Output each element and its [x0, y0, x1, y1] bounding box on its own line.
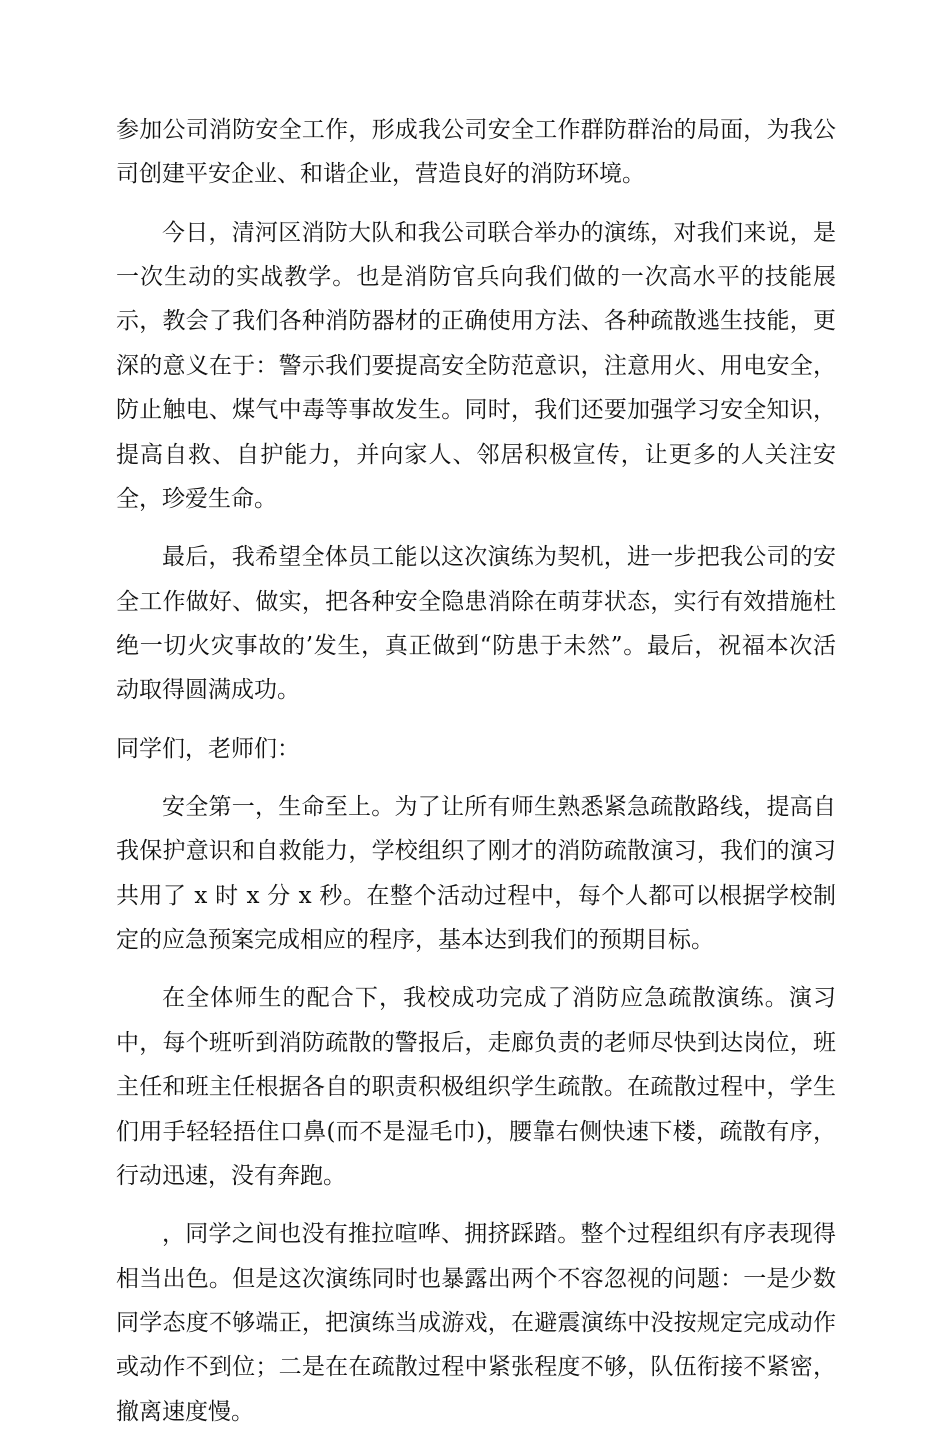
- paragraph-1: 参加公司消防安全工作，形成我公司安全工作群防群治的局面，为我公司创建平安企业、和谐企业，营造良好的消防环境。: [116, 117, 836, 188]
- paragraph-5: 在全体师生的配合下，我校成功完成了消防应急疏散演练。演习中，每个班听到消防疏散的警报后，走廊负责的老师尽快到达岗位，班主任和班主任根据各自的职责积极组织学生疏散。在疏散过程中，学生们用手轻轻捂住口鼻(而不是湿毛巾)，腰靠右侧快速下楼，疏散有序，行动迅速，没有奔跑。: [116, 985, 836, 1189]
- salutation: 同学们，老师们：: [116, 735, 300, 762]
- paragraph-3: 最后，我希望全体员工能以这次演练为契机，进一步把我公司的安全工作做好、做实，把各种安全隐患消除在萌芽状态，实行有效措施杜绝一切火灾事故的’发生，真正做到“防患于未然”。最后，祝福本次活动取得圆满成功。: [116, 544, 836, 704]
- paragraph-4: 安全第一，生命至上。为了让所有师生熟悉紧急疏散路线，提高自我保护意识和自救能力，学校组织了刚才的消防疏散演习，我们的演习共用了 x 时 x 分 x 秒。在整个活动过程中，每个人都可以根据学校制定的应急预案完成相应的程序，基本达到我们的预期目标。: [116, 793, 836, 954]
- document-body: [116, 108, 836, 1448]
- paragraph-2: 今日，清河区消防大队和我公司联合举办的演练，对我们来说，是一次生动的实战教学。也是消防官兵向我们做的一次高水平的技能展示，教会了我们各种消防器材的正确使用方法、各种疏散逃生技能，更深的意义在于：警示我们要提高安全防范意识，注意用火、用电安全，防止触电、煤气中毒等事故发生。同时，我们还要加强学习安全知识，提高自救、自护能力，并向家人、邻居积极宣传，让更多的人关注安全，珍爱生命。: [116, 219, 836, 513]
- paragraph-6: ，同学之间也没有推拉喧哗、拥挤踩踏。整个过程组织有序表现得相当出色。但是这次演练同时也暴露出两个不容忽视的问题：一是少数同学态度不够端正，把演练当成游戏，在避震演练中没按规定完成动作或动作不到位；二是在在疏散过程中紧张程度不够，队伍衔接不紧密，撤离速度慢。: [116, 1221, 836, 1425]
